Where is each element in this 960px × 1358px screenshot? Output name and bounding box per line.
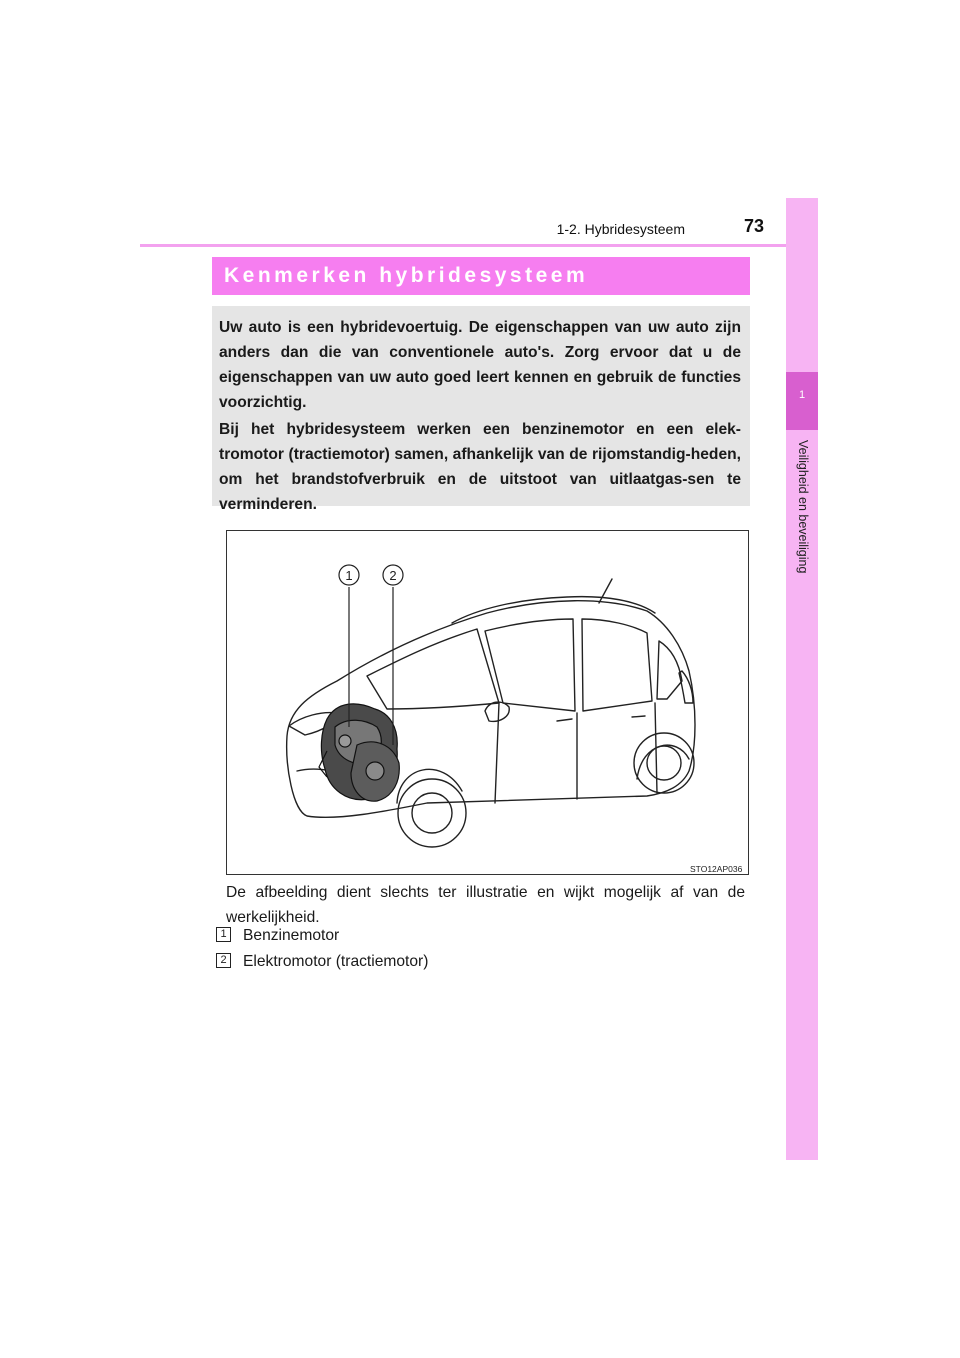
- section-title: Kenmerken hybridesysteem: [224, 264, 589, 287]
- callout-1: [339, 565, 359, 585]
- header-rule: [140, 244, 812, 247]
- legend-text-1: Benzinemotor: [243, 927, 340, 944]
- figure-frame: [226, 530, 749, 875]
- intro-paragraph-2: Bij het hybridesysteem werken een benzinemotor en een elek-tromotor (tractiemotor) samen, afhankelijk van de rijomstandig-heden, om het brandstofverbruik en de uitstoot van uitlaatgas-sen te verminderen.: [219, 421, 741, 513]
- chapter-number: 1: [798, 389, 806, 401]
- page-number: 73: [743, 216, 764, 236]
- figure-caption: De afbeelding dient slechts ter illustratie en wijkt mogelijk af van de werkelijkheid.: [226, 884, 745, 926]
- chapter-label: Veiligheid en beveiliging: [796, 440, 810, 574]
- section-path: 1-2. Hybridesysteem: [556, 221, 685, 237]
- callout-1-label: 1: [345, 568, 353, 583]
- callout-2: [383, 565, 403, 585]
- intro-paragraph-1: Uw auto is een hybridevoertuig. De eigenschappen van uw auto zijn anders dan die van conventionele auto's. Zorg ervoor dat u de eigenschappen van uw auto goed leert kennen en gebruik de functies voorzichtig.: [219, 319, 741, 411]
- figure-code: STO12AP036: [690, 864, 743, 874]
- engine-block: [319, 704, 399, 801]
- chapter-tab: [786, 372, 818, 430]
- legend-number-1: 1: [216, 927, 231, 942]
- legend-number-2: 2: [216, 953, 231, 968]
- chapter-side-strip: [786, 198, 818, 1160]
- legend-text-2: Elektromotor (tractiemotor): [243, 953, 429, 970]
- car-illustration: [227, 531, 747, 873]
- callout-2-label: 2: [389, 568, 397, 583]
